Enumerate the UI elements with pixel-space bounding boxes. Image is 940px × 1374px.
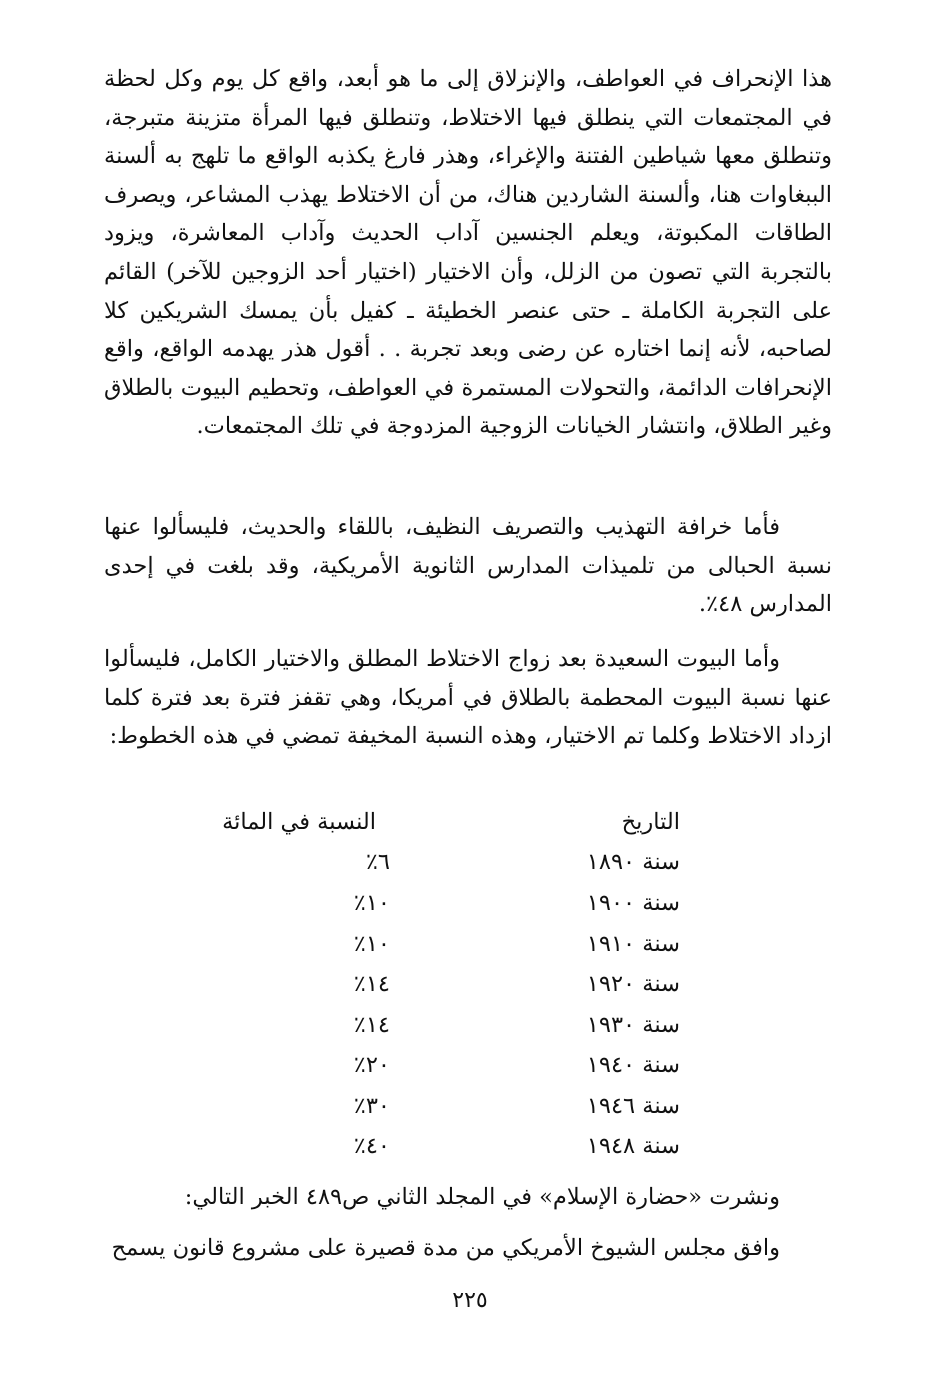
table-cell-date: سنة ١٩٢٠ <box>586 971 680 997</box>
table-row <box>200 1133 700 1173</box>
table-cell-percentage: ٢٠٪ <box>353 1052 390 1078</box>
table-cell-percentage: ٣٠٪ <box>353 1093 390 1119</box>
table-cell-date: سنة ١٩٤٠ <box>586 1052 680 1078</box>
table-row <box>200 971 700 1011</box>
table-header-row <box>200 809 700 849</box>
table-cell-percentage: ١٠٪ <box>353 890 390 916</box>
table-cell-date: سنة ١٩٤٨ <box>586 1133 680 1159</box>
paragraph-divorce-rates: وأما البيوت السعيدة بعد زواج الاختلاط المطلق والاختيار الكامل، فليسألوا عنها نسبة البيوت المحطمة بالطلاق في أمريكا، وهي تقفز فترة بعد فترة كلما ازداد الاختلاط وكلما تم الاختيار، وهذه النسبة المخيفة تمضي في هذه الخطوط: <box>104 646 832 750</box>
table-header-percentage: النسبة في المائة <box>222 809 376 835</box>
table-cell-percentage: ١٠٪ <box>353 931 390 957</box>
paragraph-refinement-myth: فأما خرافة التهذيب والتصريف النظيف، باللقاء والحديث، فليسألوا عنها نسبة الحبالى من تلميذات المدارس الثانوية الأمريكية، وقد بلغت في إحدى المدارس ٤٨٪. <box>104 514 832 618</box>
table-header-date: التاريخ <box>621 809 680 835</box>
table-cell-date: سنة ١٩٤٦ <box>586 1093 680 1119</box>
table-cell-percentage: ٤٠٪ <box>353 1133 390 1159</box>
page-number: ٢٢٥ <box>452 1288 488 1313</box>
table-cell-date: سنة ١٩٣٠ <box>586 1012 680 1038</box>
table-row <box>200 849 700 889</box>
table-row <box>200 890 700 930</box>
table-cell-date: سنة ١٩١٠ <box>586 931 680 957</box>
paragraph-citation-intro: ونشرت «حضارة الإسلام» في المجلد الثاني ص٤٨٩ الخبر التالي: <box>184 1184 780 1210</box>
table-cell-date: سنة ١٨٩٠ <box>586 849 680 875</box>
table-cell-percentage: ٦٪ <box>365 849 390 875</box>
table-row <box>200 1052 700 1092</box>
table-row <box>200 1093 700 1133</box>
table-cell-percentage: ١٤٪ <box>353 1012 390 1038</box>
table-row <box>200 931 700 971</box>
table-row <box>200 1012 700 1052</box>
divorce-rate-table <box>200 809 700 1169</box>
table-cell-percentage: ١٤٪ <box>353 971 390 997</box>
table-cell-date: سنة ١٩٠٠ <box>586 890 680 916</box>
paragraph-senate-news: وافق مجلس الشيوخ الأمريكي من مدة قصيرة على مشروع قانون يسمح <box>111 1235 780 1261</box>
paragraph-mixing-deviation: هذا الإنحراف في العواطف، والإنزلاق إلى ما هو أبعد، واقع كل يوم وكل لحظة في المجتمعات التي ينطلق فيها الاختلاط، وتنطلق فيها المرأة متزينة متبرجة، وتنطلق معها شياطين الفتنة والإغراء، وهذر فارغ يكذبه الواقع ما تلهج به ألسنة الببغاوات هنا، وألسنة الشاردين هناك، من أن الاختلاط يهذب المشاعر، ويصرف الطاقات المكبوتة، ويعلم الجنسين آداب الحديث وآداب المعاشرة، ويزود بالتجربة التي تصون من الزلل، وأن الاختيار (اختيار أحد الزوجين للآخر) القائم على التجربة الكاملة ـ حتى عنصر الخطيئة ـ كفيل بأن يمسك الشريكين كلا لصاحبه، لأنه إنما اختاره عن رضى وبعد تجربة . . أقول هذر يهدمه الواقع، واقع الإنحرافات الدائمة، والتحولات المستمرة في العواطف، وتحطيم البيوت بالطلاق وغير الطلاق، وانتشار الخيانات الزوجية المزدوجة في تلك المجتمعات. <box>104 66 832 440</box>
